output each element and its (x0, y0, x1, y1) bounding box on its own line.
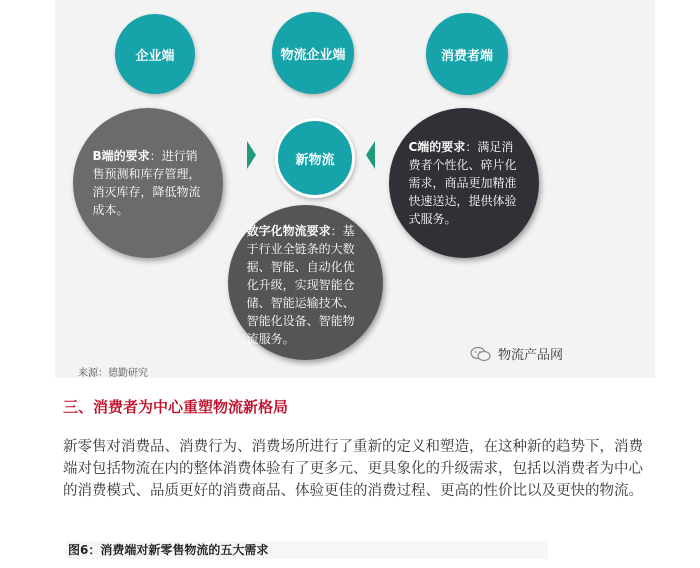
b-end-title: B端的要求 (92, 149, 150, 163)
c-end-requirement-text (409, 138, 520, 228)
digital-logistics-requirement-text (247, 222, 365, 348)
digital-body: ：基于行业全链条的大数据、智能、自动化优化升级，实现智能仓储、智能运输技术、智能化设备、智能物流服务。 (246, 223, 355, 346)
node-new-logistics-label: 新物流 (295, 152, 335, 168)
figure-caption: 图6：消费端对新零售物流的五大需求 (65, 541, 548, 559)
b-end-body: ：进行销售预测和库存管理，消灭库存，降低物流成本。 (92, 149, 201, 217)
node-enterprise-label: 企业端 (135, 48, 175, 64)
node-logistics-enterprise-label: 物流企业端 (280, 47, 346, 63)
c-end-title: C端的要求 (408, 140, 466, 154)
article-paragraph: 新零售对消费品、消费行为、消费场所进行了重新的定义和塑造，在这种新的趋势下，消费端对包括物流在内的整体消费体验有了更多元、更具象化的升级需求，包括以消费者为中心的消费模式、品质更好的消费商品、体验更佳的消费过程、更高的性价比以及更快的物流。 (63, 439, 643, 499)
b-end-requirement-text (93, 147, 204, 219)
node-consumer-label: 消费者端 (440, 48, 493, 64)
right-chevron-icon (366, 141, 375, 169)
watermark-text: 物流产品网 (498, 348, 564, 363)
left-chevron-icon (247, 141, 256, 169)
c-end-body: ：满足消费者个性化、碎片化需求，商品更加精准快速送达，提供体验式服务。 (408, 140, 517, 226)
node-new-logistics (275, 118, 355, 198)
c-end-requirement-circle (389, 108, 539, 258)
digital-logistics-requirement-circle (228, 205, 383, 360)
node-enterprise (115, 14, 195, 94)
b-end-requirement-circle (73, 108, 223, 258)
node-consumer (426, 13, 508, 95)
diagram-figure (55, 0, 655, 378)
section-heading: 三、消费者为中心重塑物流新格局 (63, 398, 289, 416)
watermark (470, 344, 563, 363)
source-note: 来源：德勤研究 (78, 368, 148, 379)
digital-title: 数字化物流要求 (246, 223, 331, 238)
wechat-icon (470, 346, 492, 362)
node-logistics-enterprise (272, 12, 354, 94)
